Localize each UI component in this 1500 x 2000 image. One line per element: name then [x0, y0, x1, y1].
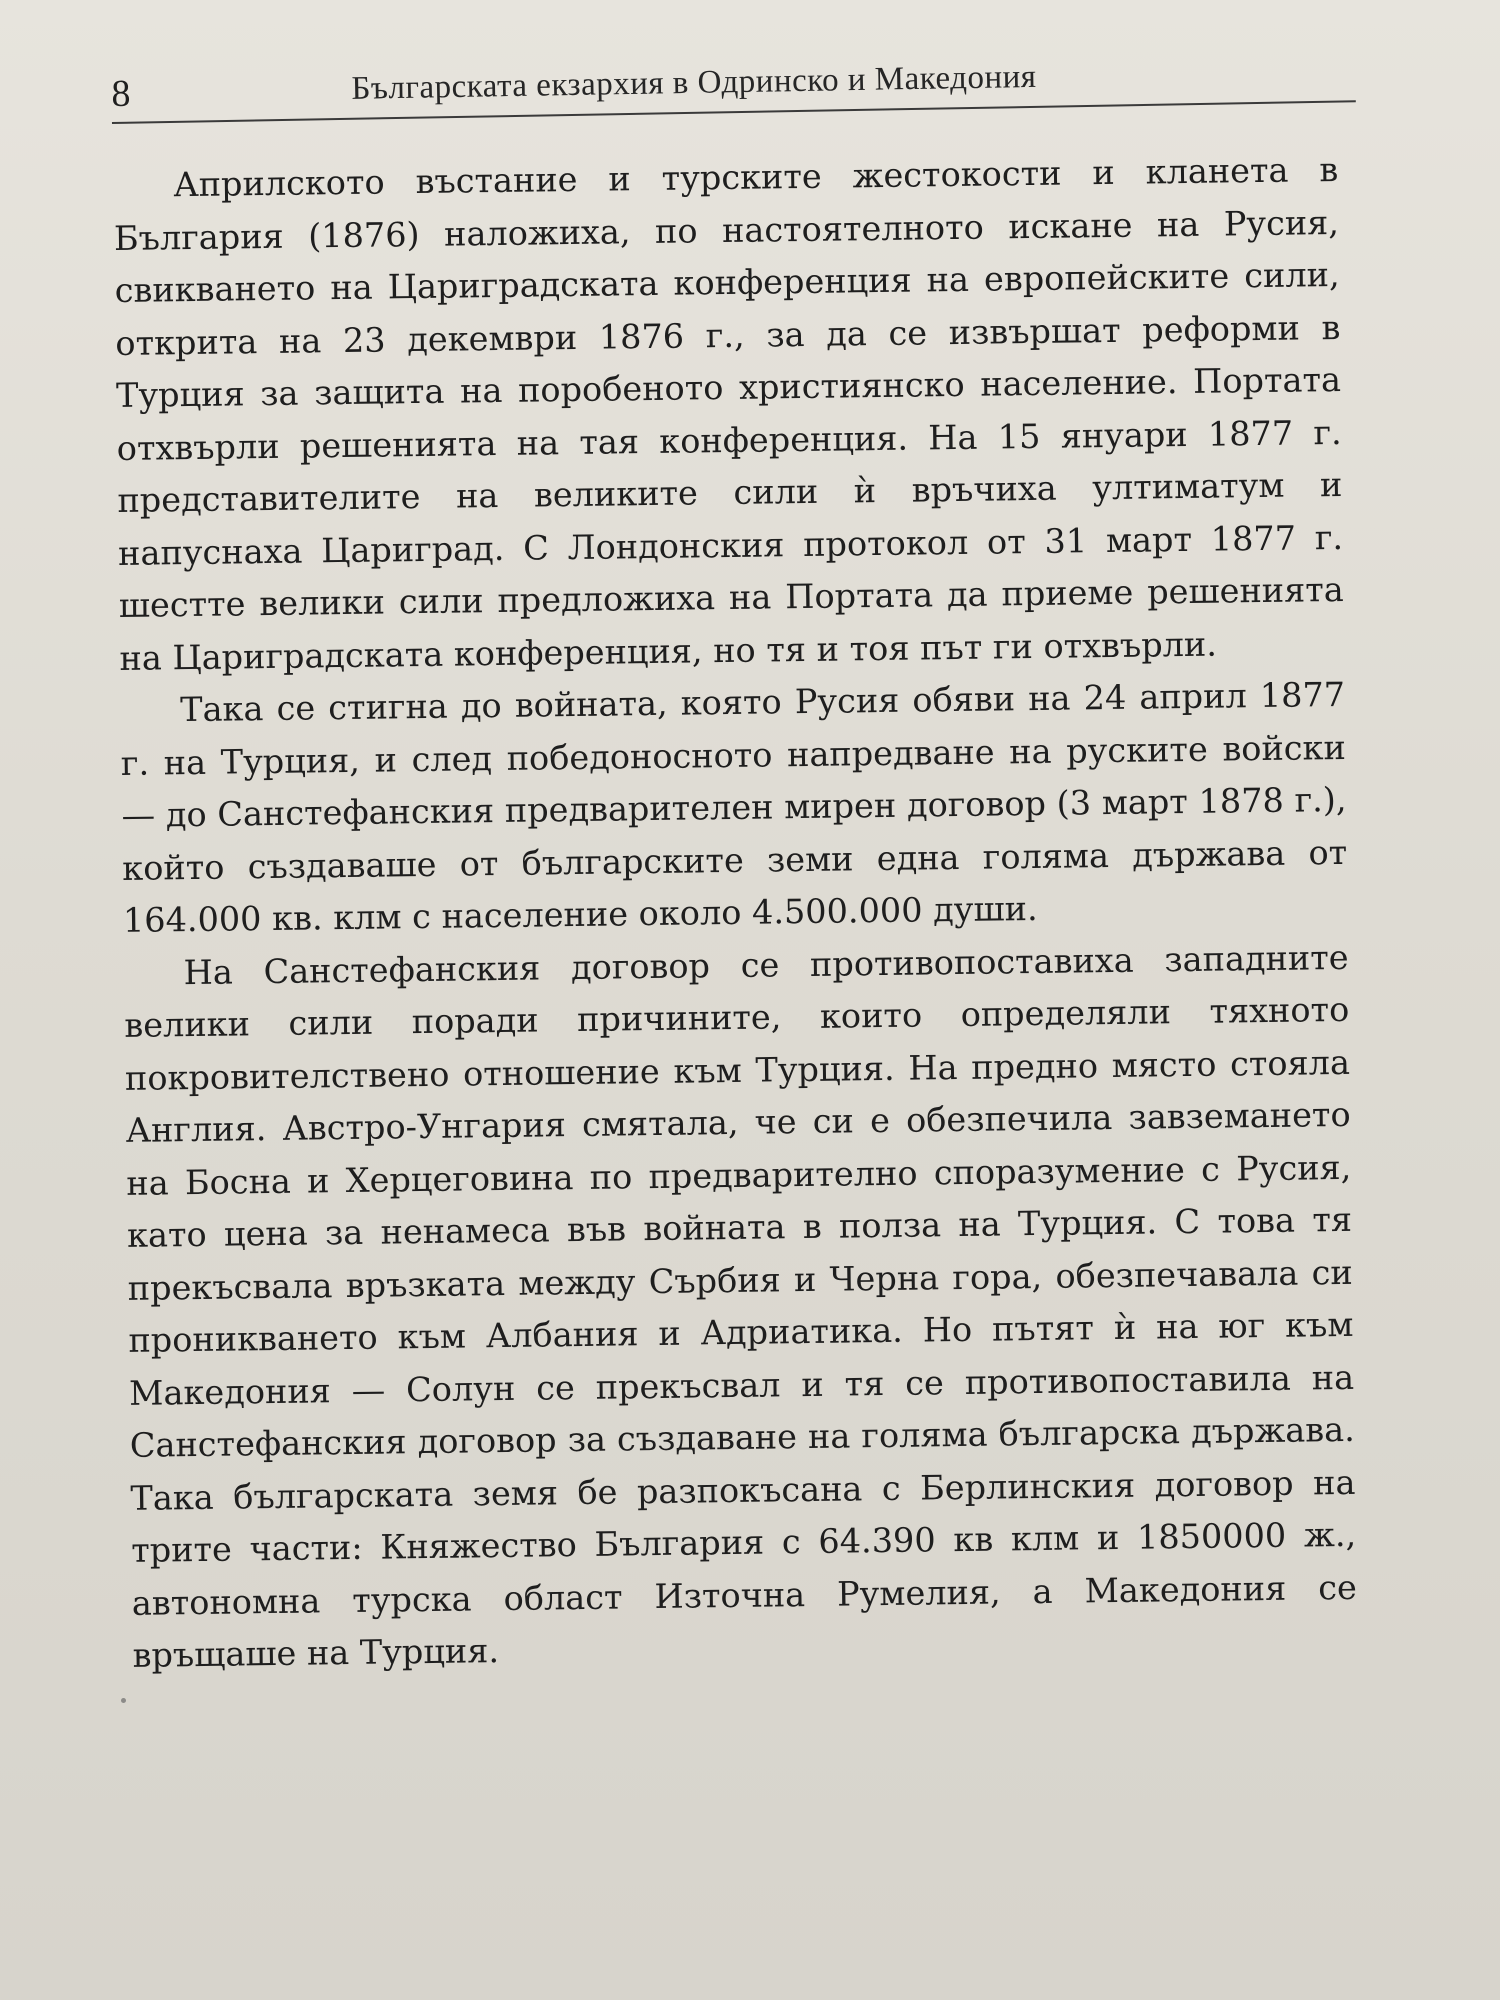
- paragraph-3: На Санстефанския договор се противопоставиха западните велики сили поради причините, които определяли тяхното покровителствено отношение към Турция. На предно място стояла Англия. Австро-Унгария смятала, че си е обезпечила завземането на Босна и Херцеговина по предварително споразумение с Русия, като цена за ненамеса във войната в полза на Турция. С това тя прекъсвала връзката между Сърбия и Черна гора, обезпечавала си проникването към Албания и Адриатика. Но пътят ѝ на юг към Македония — Солун се прекъсвал и тя се противопоставила на Санстефанския договор за създаване на голяма българска държава. Така българската земя бе разпокъсана с Берлинския договор на трите части: Княжество България с 64.390 кв клм и 1850000 ж., автономна турска област Източна Румелия, а Македония се връщаше на Турция.: [124, 937, 1358, 1675]
- page-number: 8: [111, 72, 131, 116]
- running-head: [111, 30, 1356, 124]
- body-text: [113, 144, 1358, 1682]
- paragraph-1: Априлското въстание и турските жестокости и кланета в България (1876) наложиха, по настоятелното искане на Русия, свикването на Цариградската конференция на европейските сили, открита на 23 декември 1876 г., за да се извършат реформи в Турция за защита на поробеното християнско население. Портата отхвърли решенията на тая конференция. На 15 януари 1877 г. представителите на великите сили ѝ връчиха ултиматум и напуснаха Цариград. С Лондонския протокол от 31 март 1877 г. шестте велики сили предложиха на Портата да приеме решенията на Цариградската конференция, но тя и тоя път ги отхвърли.: [113, 149, 1344, 678]
- paragraph-2: Така се стигна до войната, която Русия обяви на 24 април 1877 г. на Турция, и след победоносното напредване на руските войски — до Санстефанския предварителен мирен договор (3 март 1878 г.), който създаваше от българските земи една голяма държава от 164.000 кв. клм с население около 4.500.000 души.: [120, 674, 1348, 940]
- running-title: Българската екзархия в Одринско и Македония: [351, 58, 1037, 107]
- ink-smudge: [121, 1698, 126, 1703]
